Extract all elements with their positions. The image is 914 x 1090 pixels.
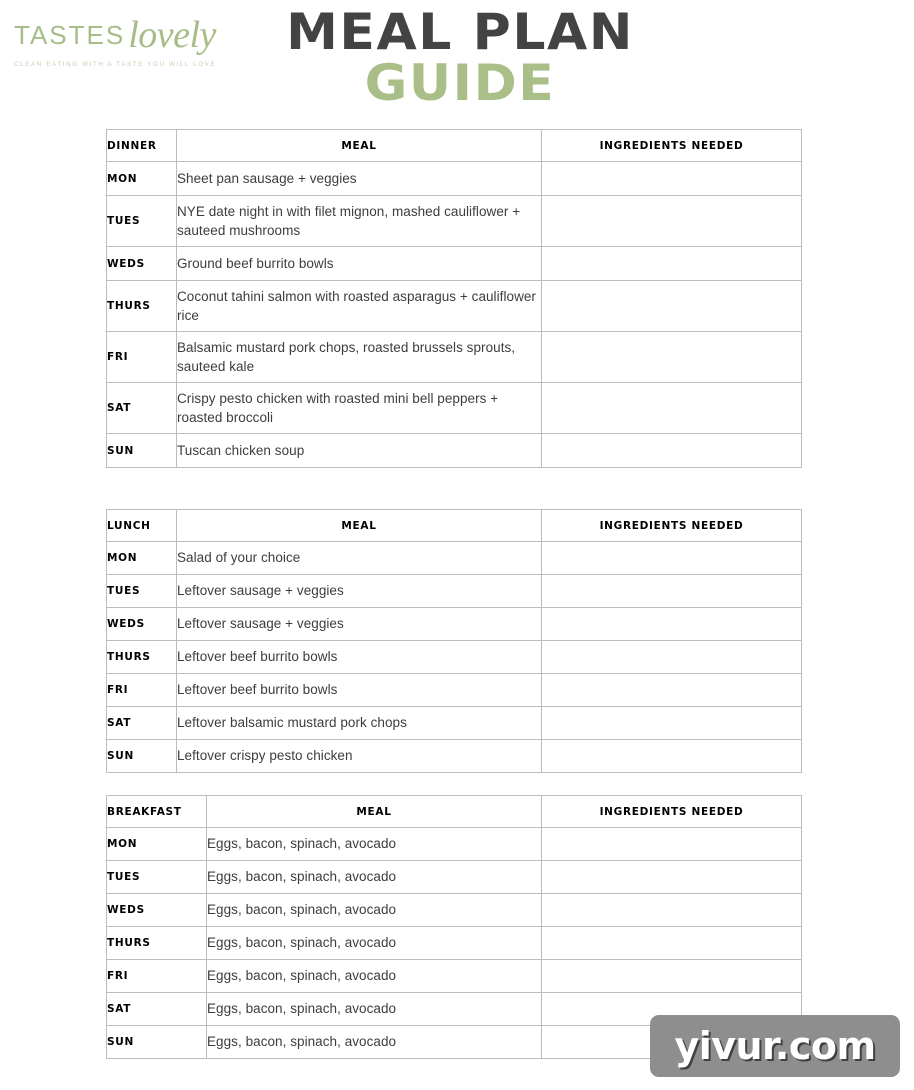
meal-text: Eggs, bacon, spinach, avocado (207, 828, 542, 861)
header-ingredients: INGREDIENTS NEEDED (542, 130, 802, 162)
day-label: MON (107, 828, 207, 861)
header-meal: MEAL (177, 130, 542, 162)
meal-text: Crispy pesto chicken with roasted mini bell peppers + roasted broccoli (177, 383, 542, 434)
table-row (107, 740, 802, 773)
table-row (107, 383, 802, 434)
meal-text: Leftover sausage + veggies (177, 575, 542, 608)
day-label: FRI (107, 674, 177, 707)
day-label: THURS (107, 281, 177, 332)
table-row (107, 247, 802, 281)
table-row (107, 575, 802, 608)
header-ingredients: INGREDIENTS NEEDED (542, 510, 802, 542)
meal-text: Sheet pan sausage + veggies (177, 162, 542, 196)
table-row (107, 542, 802, 575)
meal-text: Leftover balsamic mustard pork chops (177, 707, 542, 740)
lunch-table-section (106, 509, 801, 773)
table-header-row (107, 796, 802, 828)
day-label: SAT (107, 707, 177, 740)
ingredients-input[interactable] (542, 332, 802, 383)
header-meal: MEAL (177, 510, 542, 542)
page-header (0, 0, 914, 118)
header-dinner: DINNER (107, 130, 177, 162)
ingredients-input[interactable] (542, 861, 802, 894)
meal-text: Leftover crispy pesto chicken (177, 740, 542, 773)
meal-text: Salad of your choice (177, 542, 542, 575)
brand-name (14, 16, 214, 54)
table-row (107, 281, 802, 332)
day-label: TUES (107, 861, 207, 894)
day-label: WEDS (107, 608, 177, 641)
day-label: WEDS (107, 247, 177, 281)
day-label: SAT (107, 383, 177, 434)
brand-name-script: lovely (128, 14, 216, 56)
header-lunch: LUNCH (107, 510, 177, 542)
meal-text: Tuscan chicken soup (177, 434, 542, 468)
day-label: SUN (107, 1026, 207, 1059)
ingredients-input[interactable] (542, 894, 802, 927)
meal-text: Eggs, bacon, spinach, avocado (207, 993, 542, 1026)
meal-text: Ground beef burrito bowls (177, 247, 542, 281)
header-meal: MEAL (207, 796, 542, 828)
ingredients-input[interactable] (542, 575, 802, 608)
table-row (107, 828, 802, 861)
watermark-text: yivur.com (674, 1024, 876, 1068)
ingredients-input[interactable] (542, 162, 802, 196)
ingredients-input[interactable] (542, 960, 802, 993)
table-row (107, 674, 802, 707)
meal-text: Leftover beef burrito bowls (177, 674, 542, 707)
ingredients-input[interactable] (542, 740, 802, 773)
day-label: TUES (107, 575, 177, 608)
table-header-row (107, 510, 802, 542)
day-label: THURS (107, 927, 207, 960)
table-row (107, 960, 802, 993)
brand-logo (14, 14, 217, 68)
day-label: SUN (107, 740, 177, 773)
ingredients-input[interactable] (542, 927, 802, 960)
brand-tagline: CLEAN EATING WITH A TASTE YOU WILL LOVE (14, 61, 217, 68)
page-title-line1: MEAL PLAN (286, 3, 634, 61)
day-label: MON (107, 162, 177, 196)
meal-text: Eggs, bacon, spinach, avocado (207, 1026, 542, 1059)
table-row (107, 608, 802, 641)
page-title (250, 3, 670, 112)
page-title-line2: GUIDE (364, 54, 556, 112)
brand-name-primary: TASTES (14, 20, 126, 50)
table-header-row (107, 130, 802, 162)
ingredients-input[interactable] (542, 608, 802, 641)
header-ingredients: INGREDIENTS NEEDED (542, 796, 802, 828)
ingredients-input[interactable] (542, 641, 802, 674)
table-row (107, 434, 802, 468)
day-label: MON (107, 542, 177, 575)
meal-text: Eggs, bacon, spinach, avocado (207, 927, 542, 960)
dinner-table (106, 129, 802, 468)
day-label: FRI (107, 960, 207, 993)
meal-text: Leftover beef burrito bowls (177, 641, 542, 674)
ingredients-input[interactable] (542, 434, 802, 468)
table-row (107, 332, 802, 383)
ingredients-input[interactable] (542, 383, 802, 434)
table-row (107, 162, 802, 196)
table-row (107, 641, 802, 674)
watermark-badge (650, 1015, 900, 1077)
header-breakfast: BREAKFAST (107, 796, 207, 828)
meal-text: Leftover sausage + veggies (177, 608, 542, 641)
day-label: THURS (107, 641, 177, 674)
table-row (107, 894, 802, 927)
day-label: FRI (107, 332, 177, 383)
ingredients-input[interactable] (542, 281, 802, 332)
ingredients-input[interactable] (542, 542, 802, 575)
meal-text: Balsamic mustard pork chops, roasted brussels sprouts, sauteed kale (177, 332, 542, 383)
meal-text: Eggs, bacon, spinach, avocado (207, 894, 542, 927)
day-label: TUES (107, 196, 177, 247)
ingredients-input[interactable] (542, 196, 802, 247)
dinner-table-section (106, 129, 801, 468)
ingredients-input[interactable] (542, 674, 802, 707)
ingredients-input[interactable] (542, 828, 802, 861)
day-label: WEDS (107, 894, 207, 927)
lunch-table (106, 509, 802, 773)
ingredients-input[interactable] (542, 707, 802, 740)
meal-text: Eggs, bacon, spinach, avocado (207, 861, 542, 894)
meal-text: Coconut tahini salmon with roasted asparagus + cauliflower rice (177, 281, 542, 332)
table-row (107, 707, 802, 740)
ingredients-input[interactable] (542, 247, 802, 281)
table-row (107, 196, 802, 247)
day-label: SUN (107, 434, 177, 468)
meal-text: Eggs, bacon, spinach, avocado (207, 960, 542, 993)
table-row (107, 927, 802, 960)
table-row (107, 861, 802, 894)
day-label: SAT (107, 993, 207, 1026)
meal-text: NYE date night in with filet mignon, mashed cauliflower + sauteed mushrooms (177, 196, 542, 247)
